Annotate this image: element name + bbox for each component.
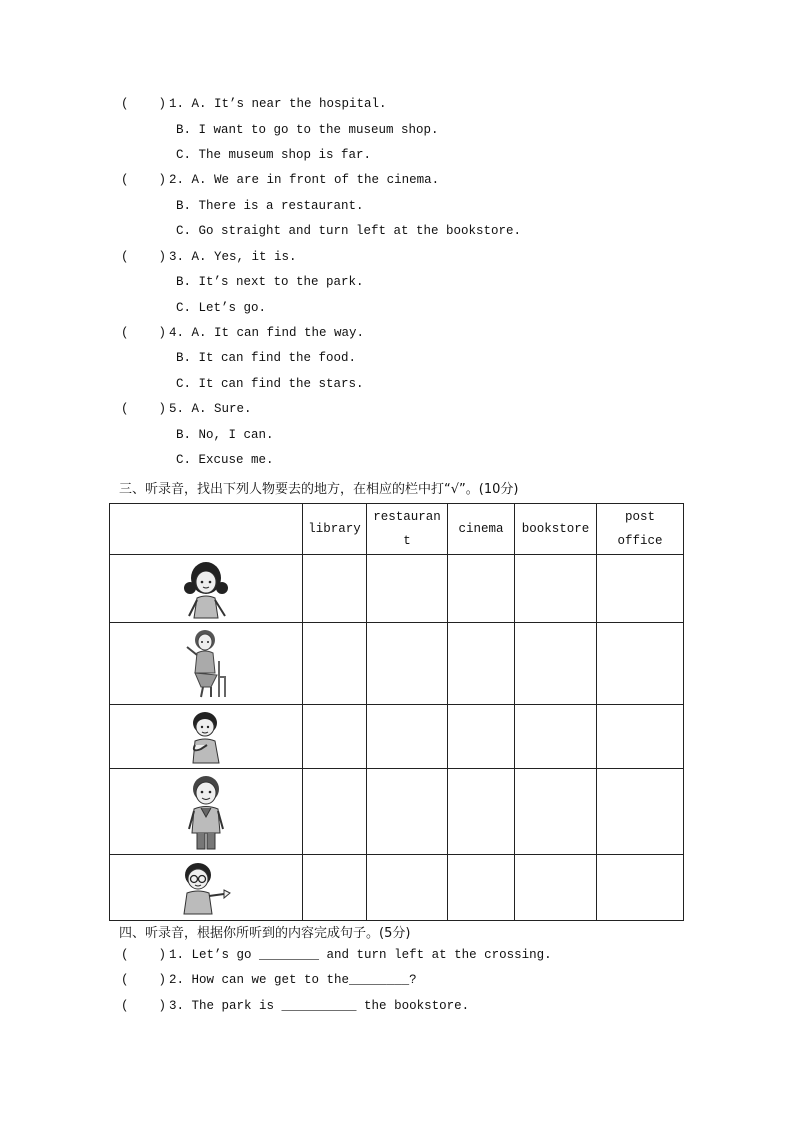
- question-number: 1.: [169, 97, 185, 111]
- girl-with-pigtails-icon: [181, 558, 231, 620]
- question-number: 2.: [169, 173, 185, 187]
- option-b: B. It can find the food.: [176, 351, 357, 365]
- check-cell[interactable]: [367, 769, 448, 855]
- question-3: [121, 250, 297, 264]
- check-cell[interactable]: [303, 705, 367, 769]
- check-cell[interactable]: [448, 623, 515, 705]
- fill-question-2: [121, 973, 417, 987]
- option-c: C. The museum shop is far.: [176, 148, 372, 162]
- girl-with-glasses-icon: [174, 860, 238, 916]
- option-c: C. Let’s go.: [176, 301, 267, 315]
- header-cinema: cinema: [448, 504, 515, 555]
- header-library: library: [303, 504, 367, 555]
- check-cell[interactable]: [367, 623, 448, 705]
- table-row: [110, 623, 684, 705]
- sentence: The park is __________ the bookstore.: [191, 999, 470, 1013]
- table-row: [110, 769, 684, 855]
- header-bookstore: bookstore: [515, 504, 597, 555]
- person-cell: [110, 705, 303, 769]
- option-a: A. Sure.: [191, 402, 252, 416]
- question-number: 2.: [169, 973, 185, 987]
- fill-question-1: [121, 948, 552, 962]
- check-cell[interactable]: [448, 705, 515, 769]
- option-b: B. It’s next to the park.: [176, 275, 364, 289]
- check-cell[interactable]: [367, 855, 448, 921]
- option-a: A. It can find the way.: [191, 326, 365, 340]
- answer-bracket[interactable]: ( ): [121, 948, 167, 962]
- question-number: 3.: [169, 250, 185, 264]
- sentence: How can we get to the________?: [191, 973, 417, 987]
- section-3-title: 三、听录音，找出下列人物要去的地方，在相应的栏中打“√”。(10分): [119, 482, 519, 497]
- question-number: 3.: [169, 999, 185, 1013]
- header-blank: [110, 504, 303, 555]
- question-number: 4.: [169, 326, 185, 340]
- boy-in-uniform-icon: [181, 773, 231, 851]
- answer-bracket[interactable]: ( ): [121, 999, 167, 1013]
- person-cell: [110, 855, 303, 921]
- option-c: C. It can find the stars.: [176, 377, 364, 391]
- answer-bracket[interactable]: ( ): [121, 250, 167, 264]
- question-5: [121, 402, 252, 416]
- question-number: 1.: [169, 948, 185, 962]
- header-post-office: post office: [597, 504, 684, 555]
- section-4-title: 四、听录音，根据你所听到的内容完成句子。(5分): [119, 926, 411, 941]
- question-4: [121, 326, 364, 340]
- answer-bracket[interactable]: ( ): [121, 97, 167, 111]
- option-b: B. No, I can.: [176, 428, 274, 442]
- option-c: C. Excuse me.: [176, 453, 274, 467]
- fill-question-3: [121, 999, 469, 1013]
- option-a: A. It’s near the hospital.: [191, 97, 387, 111]
- check-cell[interactable]: [597, 705, 684, 769]
- check-cell[interactable]: [303, 555, 367, 623]
- person-cell: [110, 769, 303, 855]
- answer-bracket[interactable]: ( ): [121, 973, 167, 987]
- option-a: A. Yes, it is.: [191, 250, 297, 264]
- check-cell[interactable]: [448, 555, 515, 623]
- check-cell[interactable]: [597, 623, 684, 705]
- check-cell[interactable]: [515, 855, 597, 921]
- question-number: 5.: [169, 402, 185, 416]
- option-c: C. Go straight and turn left at the bookstore.: [176, 224, 522, 238]
- header-restaurant: restauran t: [367, 504, 448, 555]
- question-1: [121, 97, 387, 111]
- person-cell: [110, 623, 303, 705]
- answer-bracket[interactable]: ( ): [121, 402, 167, 416]
- boy-pointing-to-self-icon: [181, 709, 231, 765]
- girl-sitting-on-chair-icon: [181, 627, 231, 701]
- option-b: B. There is a restaurant.: [176, 199, 364, 213]
- check-cell[interactable]: [448, 769, 515, 855]
- check-cell[interactable]: [367, 555, 448, 623]
- check-cell[interactable]: [597, 769, 684, 855]
- check-cell[interactable]: [597, 855, 684, 921]
- check-cell[interactable]: [515, 623, 597, 705]
- check-cell[interactable]: [448, 855, 515, 921]
- check-cell[interactable]: [515, 555, 597, 623]
- table-row: [110, 705, 684, 769]
- option-b: B. I want to go to the museum shop.: [176, 123, 439, 137]
- answer-bracket[interactable]: ( ): [121, 173, 167, 187]
- table-header-row: [110, 504, 684, 555]
- check-cell[interactable]: [597, 555, 684, 623]
- option-a: A. We are in front of the cinema.: [191, 173, 440, 187]
- check-cell[interactable]: [303, 855, 367, 921]
- table-row: [110, 555, 684, 623]
- check-cell[interactable]: [515, 705, 597, 769]
- check-cell[interactable]: [515, 769, 597, 855]
- check-cell[interactable]: [303, 769, 367, 855]
- destination-table: [109, 503, 684, 921]
- question-2: [121, 173, 439, 187]
- answer-bracket[interactable]: ( ): [121, 326, 167, 340]
- sentence: Let’s go ________ and turn left at the crossing.: [191, 948, 552, 962]
- check-cell[interactable]: [367, 705, 448, 769]
- table-row: [110, 855, 684, 921]
- check-cell[interactable]: [303, 623, 367, 705]
- person-cell: [110, 555, 303, 623]
